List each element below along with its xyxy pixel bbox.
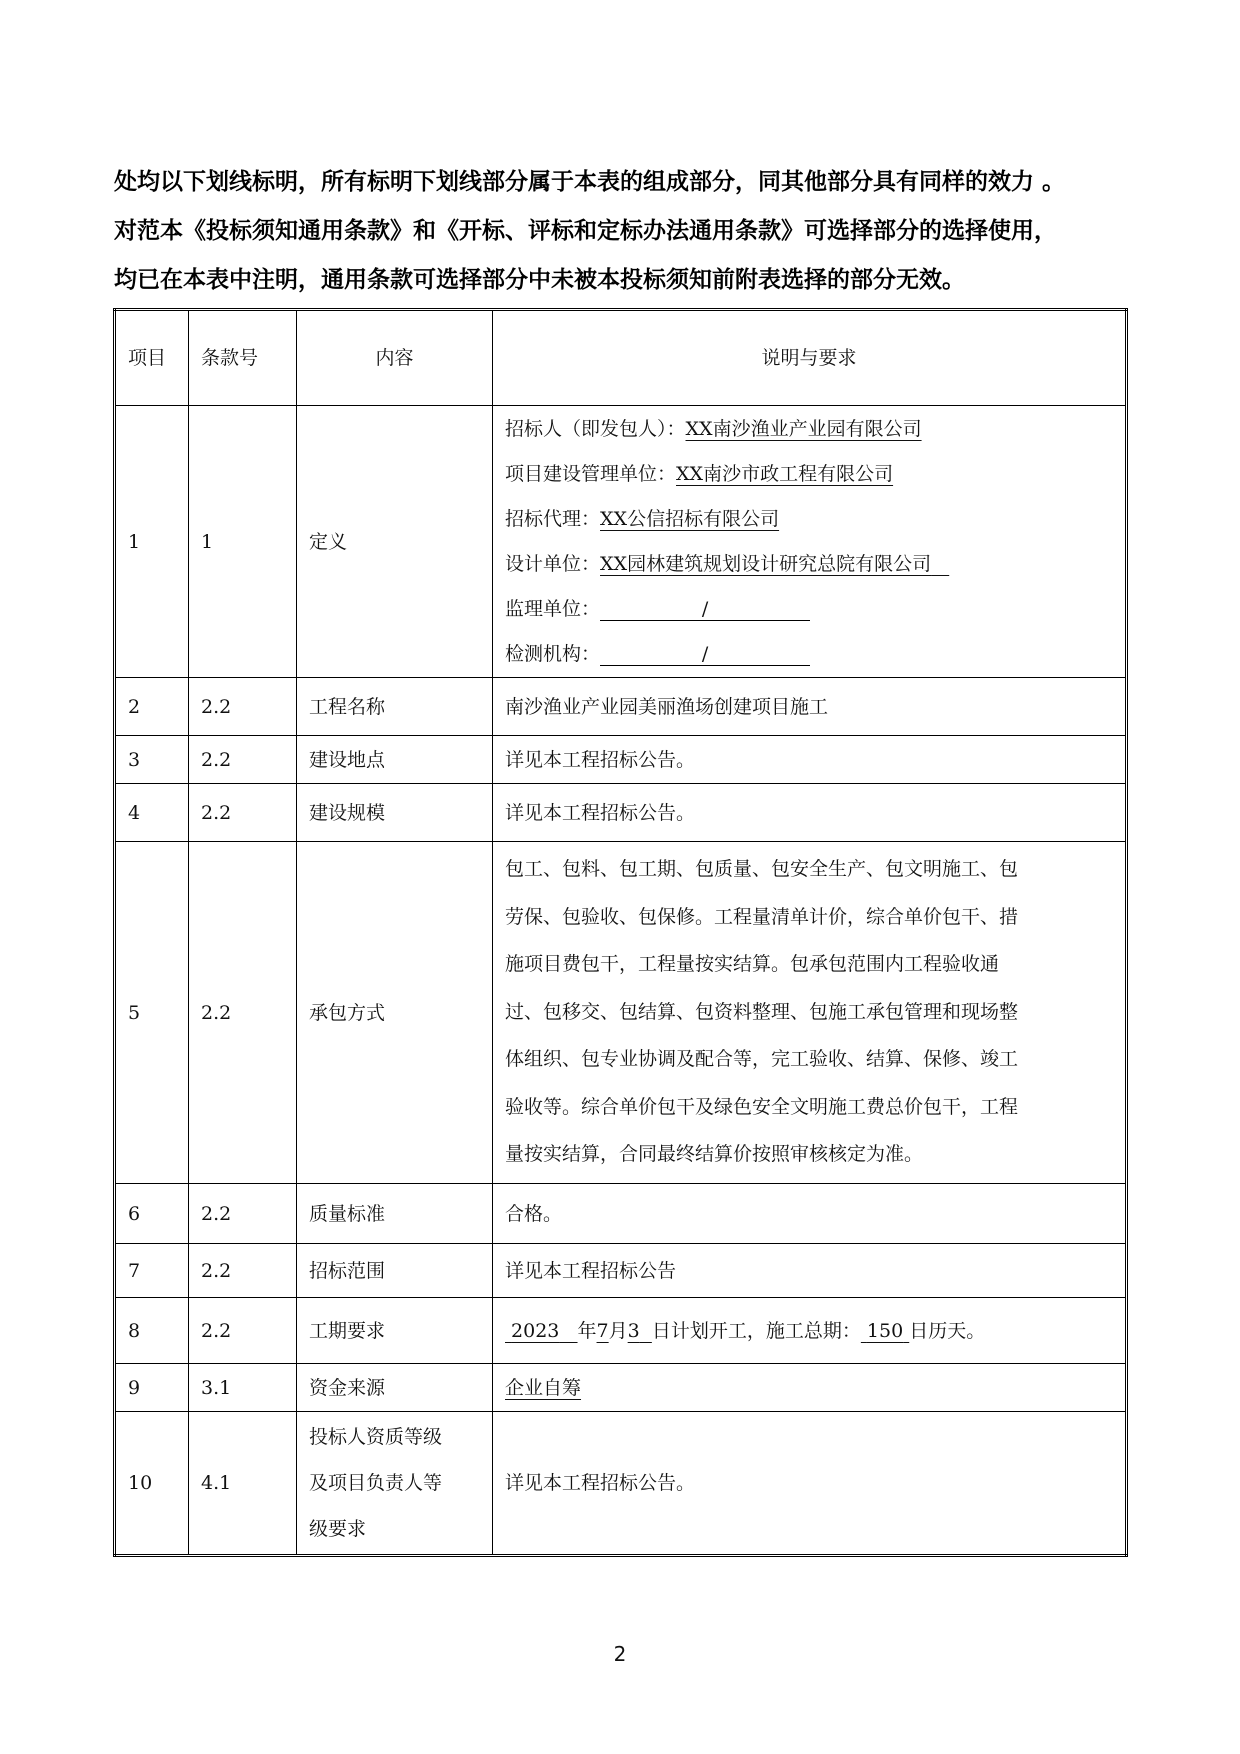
content-line: 级要求 <box>309 1518 367 1540</box>
row-item: 8 <box>115 1298 189 1364</box>
row-item: 3 <box>115 736 189 784</box>
intro-line-2: 对范本《投标须知通用条款》和《开标、评标和定标办法通用条款》可选择部分的选择使用， <box>114 218 1057 244</box>
duration-days <box>861 1320 909 1342</box>
definition-blank: / <box>600 598 810 621</box>
row-clause: 2.2 <box>189 736 297 784</box>
definition-label: 设计单位： <box>505 552 601 575</box>
contract-line: 量按实结算，合同最终结算价按照审核核定为准。 <box>505 1143 924 1166</box>
row-clause: 2.2 <box>189 1184 297 1244</box>
table-row <box>115 1244 1127 1298</box>
row-desc: 南沙渔业产业园美丽渔场创建项目施工 <box>493 678 1127 736</box>
header-clause: 条款号 <box>189 310 297 406</box>
row-content: 质量标准 <box>297 1184 493 1244</box>
table-row <box>115 842 1127 1184</box>
definition-label: 监理单位： <box>505 597 601 620</box>
content-line: 及项目负责人等 <box>309 1472 443 1494</box>
header-item: 项目 <box>115 310 189 406</box>
row-desc: 详见本工程招标公告。 <box>493 784 1127 842</box>
intro-paragraph <box>114 158 1154 305</box>
definition-label: 检测机构： <box>505 642 601 665</box>
row-content <box>297 1412 493 1556</box>
row-item: 9 <box>115 1364 189 1412</box>
contract-line: 劳保、包验收、包保修。工程量清单计价，综合单价包干、措 <box>505 905 1019 928</box>
row-desc <box>493 1364 1127 1412</box>
table-row <box>115 1364 1127 1412</box>
row-content: 承包方式 <box>297 842 493 1184</box>
contract-line: 体组织、包专业协调及配合等，完工验收、结算、保修、竣工 <box>505 1048 1019 1071</box>
table-row <box>115 784 1127 842</box>
days-unit: 日历天。 <box>909 1319 986 1342</box>
definition-line <box>505 407 1113 452</box>
duration-days-value: 150 <box>866 1319 904 1342</box>
fund-source-value: 企业自筹 <box>505 1376 582 1399</box>
row-clause: 2.2 <box>189 842 297 1184</box>
row-desc: 详见本工程招标公告 <box>493 1244 1127 1298</box>
row-desc: 详见本工程招标公告。 <box>493 736 1127 784</box>
table-row <box>115 678 1127 736</box>
row-desc: 详见本工程招标公告。 <box>493 1412 1127 1556</box>
row-item: 10 <box>115 1412 189 1556</box>
row-item: 1 <box>115 406 189 678</box>
intro-line-1: 处均以下划线标明，所有标明下划线部分属于本表的组成部分，同其他部分具有同样的效力 。 <box>114 169 1066 195</box>
page-number: 2 <box>613 1642 627 1666</box>
definition-value: XX公信招标有限公司 <box>600 507 780 530</box>
content-line: 投标人资质等级 <box>309 1426 443 1448</box>
definition-line <box>505 452 1113 497</box>
contract-line: 过、包移交、包结算、包资料整理、包施工承包管理和现场整 <box>505 1000 1019 1023</box>
start-day <box>628 1320 652 1342</box>
definition-line <box>505 632 1113 677</box>
year-unit: 年 <box>577 1319 597 1342</box>
row-clause: 1 <box>189 406 297 678</box>
definition-label: 招标人（即发包人）： <box>505 417 686 440</box>
header-desc: 说明与要求 <box>493 310 1127 406</box>
definition-line <box>505 587 1113 632</box>
table-header-row <box>115 310 1127 406</box>
start-month: 7 <box>596 1319 609 1342</box>
header-content: 内容 <box>297 310 493 406</box>
definition-value: XX南沙渔业产业园有限公司 <box>685 417 922 440</box>
row-clause: 2.2 <box>189 678 297 736</box>
definition-label: 招标代理： <box>505 507 601 530</box>
contract-line: 施项目费包干，工程量按实结算。包承包范围内工程验收通 <box>505 953 1000 976</box>
month-unit: 月 <box>608 1319 628 1342</box>
start-year <box>505 1320 578 1342</box>
start-text: 日计划开工，施工总期： <box>651 1319 861 1342</box>
row-content: 建设地点 <box>297 736 493 784</box>
row-clause: 2.2 <box>189 1244 297 1298</box>
contract-line: 验收等。综合单价包干及绿色安全文明施工费总价包干，工程 <box>505 1095 1019 1118</box>
table-row <box>115 1184 1127 1244</box>
contract-line: 包工、包料、包工期、包质量、包安全生产、包文明施工、包 <box>505 858 1019 881</box>
row-item: 2 <box>115 678 189 736</box>
intro-line-3: 均已在本表中注明，通用条款可选择部分中未被本投标须知前附表选择的部分无效。 <box>114 267 965 293</box>
row-clause: 4.1 <box>189 1412 297 1556</box>
definition-label: 项目建设管理单位： <box>505 462 677 485</box>
table-row <box>115 736 1127 784</box>
row-desc <box>493 842 1127 1184</box>
definition-line <box>505 497 1113 542</box>
row-desc: 合格。 <box>493 1184 1127 1244</box>
row-content: 资金来源 <box>297 1364 493 1412</box>
bid-instructions-table <box>113 308 1128 1557</box>
row-item: 4 <box>115 784 189 842</box>
start-year-value: 2023 <box>511 1319 560 1342</box>
row-item: 7 <box>115 1244 189 1298</box>
start-day-value: 3 <box>627 1319 640 1342</box>
row-desc <box>493 406 1127 678</box>
row-clause: 3.1 <box>189 1364 297 1412</box>
underline-tail <box>931 553 949 575</box>
table-row <box>115 1412 1127 1556</box>
row-content: 建设规模 <box>297 784 493 842</box>
table-row <box>115 1298 1127 1364</box>
row-content: 工期要求 <box>297 1298 493 1364</box>
definition-value: XX南沙市政工程有限公司 <box>676 462 894 485</box>
row-content: 工程名称 <box>297 678 493 736</box>
row-item: 6 <box>115 1184 189 1244</box>
row-content: 招标范围 <box>297 1244 493 1298</box>
row-item: 5 <box>115 842 189 1184</box>
row-clause: 2.2 <box>189 1298 297 1364</box>
row-clause: 2.2 <box>189 784 297 842</box>
definition-line <box>505 542 1113 587</box>
definition-value: XX园林建筑规划设计研究总院有限公司 <box>600 552 932 575</box>
table-row <box>115 406 1127 678</box>
definition-blank: / <box>600 643 810 666</box>
row-content: 定义 <box>297 406 493 678</box>
row-desc <box>493 1298 1127 1364</box>
